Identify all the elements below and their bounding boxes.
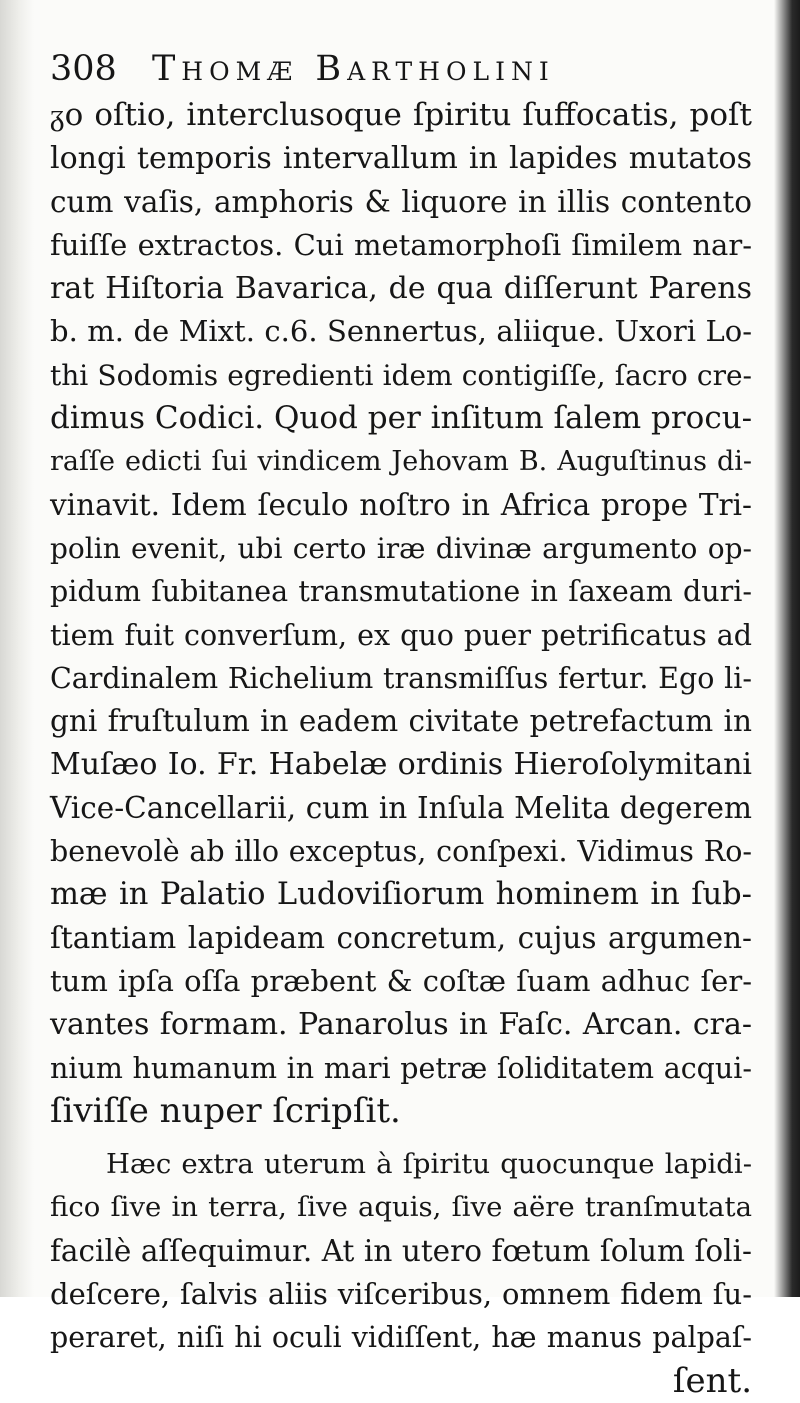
text-line: dimus Codici. Quod per inſitum ſalem procu- bbox=[50, 400, 753, 437]
running-title: Thomæ Bartholini bbox=[151, 49, 555, 89]
text-line: pidum ſubitanea transmutatione in ſaxeam duri- bbox=[50, 575, 752, 609]
text-line: gni fruſtulum in eadem civitate petrefactum in bbox=[50, 704, 752, 739]
text-line: longi temporis intervallum in lapides mutatos bbox=[50, 141, 752, 177]
text-line: tum ipſa oſſa præbent & coſtæ ſuam adhuc ſer- bbox=[50, 963, 752, 998]
text-line: deſcere, ſalvis aliis viſceribus, omnem fidem ſu- bbox=[50, 1277, 752, 1312]
text-line: cum vaſis, amphoris & liquore in illis contento bbox=[50, 184, 752, 219]
text-line: Cardinalem Richelium transmiſſus fertur. Ego li- bbox=[50, 661, 752, 695]
body-text bbox=[50, 94, 752, 1403]
text-line: Muſæo Io. Fr. Habelæ ordinis Hieroſolymitani bbox=[50, 747, 752, 783]
text-line: benevolè ab illo exceptus, conſpexi. Vidimus Ro- bbox=[50, 835, 752, 869]
text-line: vantes formam. Panarolus in Faſc. Arcan. cra- bbox=[50, 1007, 752, 1043]
paragraph-1 bbox=[50, 94, 752, 1133]
text-line: fuiſſe extractos. Cui metamorphoſi ſimilem nar- bbox=[50, 227, 752, 262]
text-line: tiem fuit converſum, ex quo puer petrificatus ad bbox=[50, 618, 752, 652]
text-line: Vice-Cancellarii, cum in Inſula Melita degerem bbox=[50, 790, 752, 825]
text-line: polin evenit, ubi certo iræ divinæ argumento op- bbox=[50, 531, 752, 565]
text-line: ᵹo oſtio, interclusoque ſpiritu ſuffocatis, poſt bbox=[50, 97, 752, 133]
text-line: Hæc extra uterum à ſpiritu quocunque lapidi- bbox=[106, 1148, 752, 1181]
page-header bbox=[50, 44, 750, 94]
paragraph-2 bbox=[50, 1143, 752, 1403]
text-line: ſiviſſe nuper ſcripſit. bbox=[50, 1090, 401, 1131]
text-line: b. m. de Mixt. c.6. Sennertus, aliique. Uxori Lo- bbox=[50, 314, 752, 349]
text-line: fico ſive in terra, ſive aquis, ſive aëre tranſmutata bbox=[50, 1191, 752, 1224]
text-line: ſent. bbox=[672, 1360, 752, 1401]
text-line: mæ in Palatio Ludoviſiorum hominem in ſub- bbox=[50, 877, 752, 913]
text-line: ſtantiam lapideam concretum, cujus argumen- bbox=[50, 920, 752, 955]
text-line: facilè aſſequimur. At in utero fœtum ſolum ſoli- bbox=[50, 1233, 752, 1268]
text-line: vinavit. Idem ſeculo noſtro in Africa prope Tri- bbox=[50, 487, 752, 522]
text-line: peraret, niſi hi oculi vidiſſent, hæ manus palpaſ- bbox=[50, 1321, 752, 1355]
paragraph-gap bbox=[50, 1133, 752, 1143]
page-number: 308 bbox=[50, 49, 117, 89]
text-line: rat Hiſtoria Bavarica, de qua diſſerunt Parens bbox=[50, 271, 752, 307]
text-line: raſſe edicti ſui vindicem Jehovam B. Auguſtinus di- bbox=[50, 446, 752, 478]
text-line: nium humanum in mari petræ ſoliditatem acqui- bbox=[50, 1051, 752, 1085]
text-line: thi Sodomis egredienti idem contigiſſe, ſacro cre- bbox=[50, 358, 752, 392]
